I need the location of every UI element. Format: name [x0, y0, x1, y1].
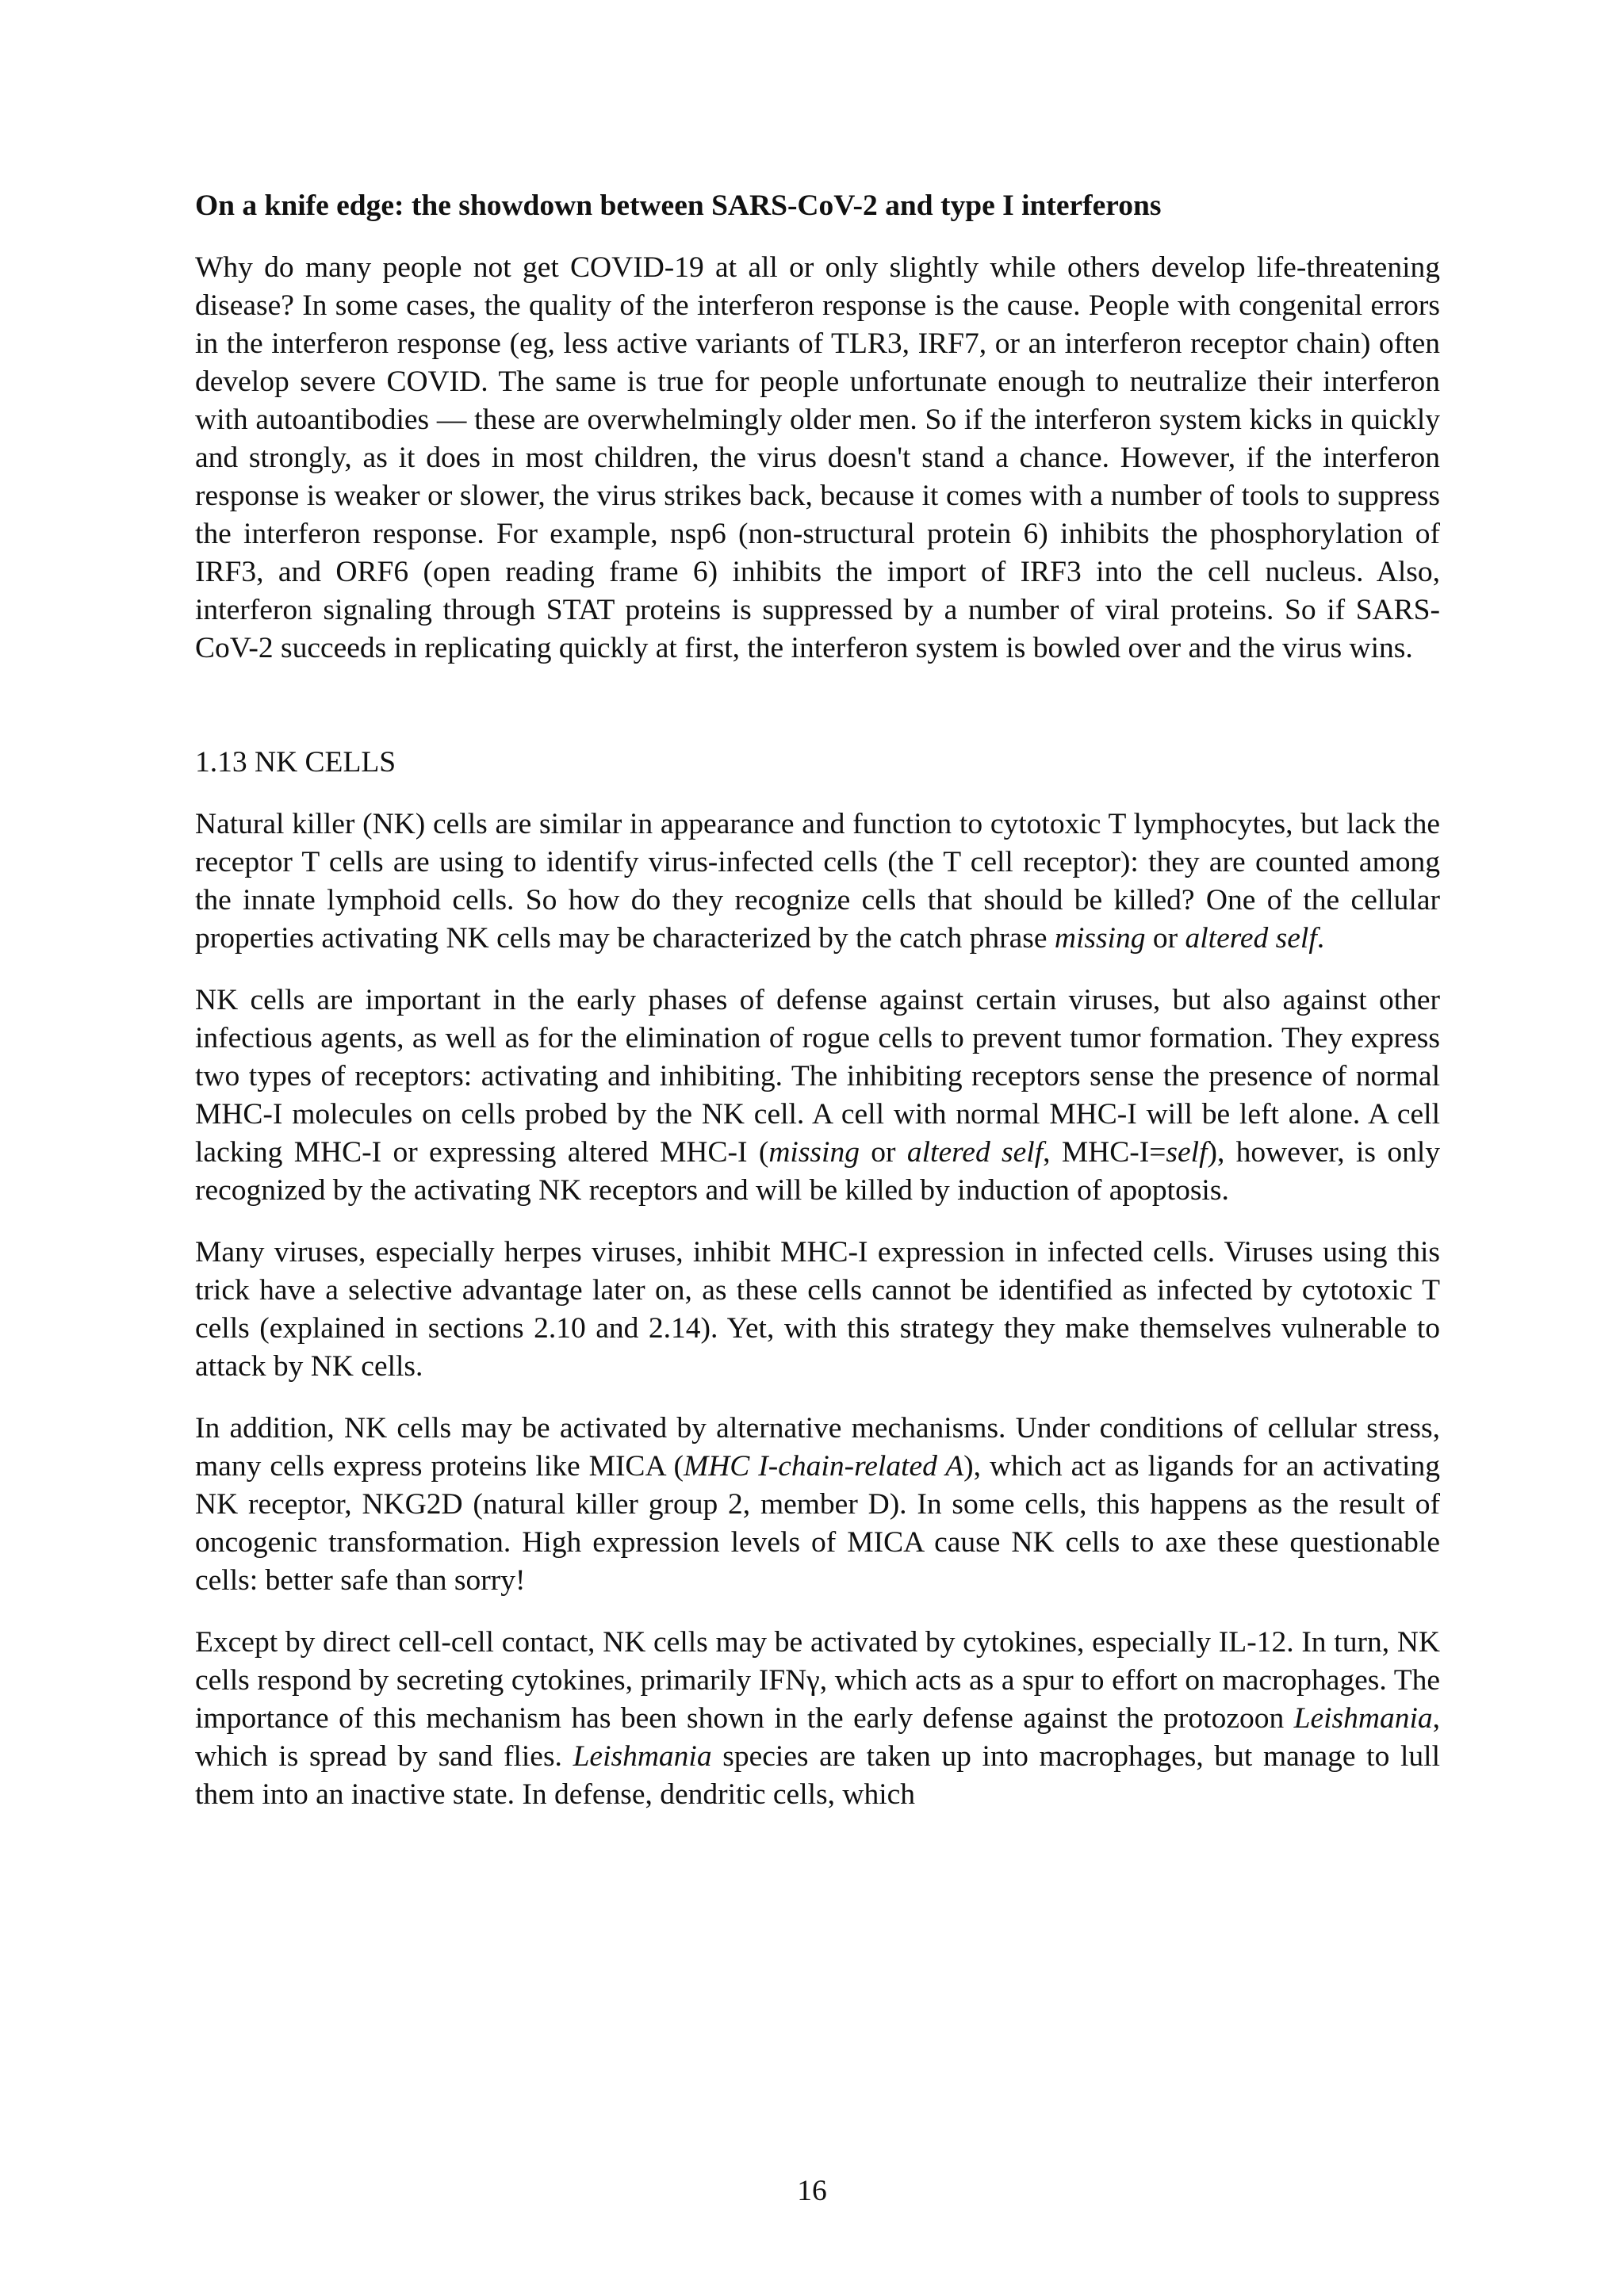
italic-run: altered self [906, 1136, 1044, 1169]
text-run: ), which act as ligands for an activating NK receptor, NKG2D (natural killer group 2, member D). In some cells, this happens as the result of oncogenic transformation. High expression levels of MICA cause NK cells to axe these questionable cells: better safe than sorry! [195, 1450, 1440, 1597]
text-run: , MHC-I= [1043, 1136, 1166, 1169]
italic-run: missing [1054, 922, 1146, 955]
text-run: NK cells are important in the early phases of defense against certain viruses, but also against other infectious agents, as well as for the elimination of rogue cells to prevent tumor formation. They express two types of receptors: activating and inhibiting. The inhibiting receptors sense the presence of normal MHC-I molecules on cells probed by the NK cell. A cell with normal MHC-I will be left alone. A cell lacking MHC-I or expressing altered MHC-I ( [195, 984, 1440, 1169]
text-run: , which is spread by sand flies. [195, 1702, 1440, 1773]
italic-run: Leishmania [1293, 1702, 1433, 1735]
page-content [195, 187, 1440, 1814]
page-number: 16 [797, 2175, 827, 2207]
italic-run: MHC I-chain-related A [683, 1450, 964, 1483]
paragraph-5 [195, 1624, 1440, 1814]
paragraph-3: Many viruses, especially herpes viruses, inhibit MHC-I expression in infected cells. Viruses using this trick have a selective advantage later on, as these cells cannot be identified as infected by cytotoxic T cells (explained in sections 2.10 and 2.14). Yet, with this strategy they make themselves vulnerable to attack by NK cells. [195, 1236, 1440, 1383]
italic-run: missing [768, 1136, 860, 1169]
text-run: or [1145, 922, 1185, 955]
spacer [195, 1600, 1440, 1624]
text-run: . [1316, 922, 1325, 955]
section-heading: 1.13 NK CELLS [195, 746, 396, 779]
spacer [195, 1386, 1440, 1410]
italic-run: Leishmania [573, 1740, 712, 1773]
italic-run: self [1166, 1136, 1208, 1169]
spacer [195, 1210, 1440, 1234]
italic-run: altered self [1185, 922, 1317, 955]
text-run: or [859, 1136, 907, 1169]
paragraph-1 [195, 806, 1440, 958]
spacer [195, 958, 1440, 982]
text-run: species are taken up into macrophages, but manage to lull them into an inactive state. In defense, dendritic cells, which [195, 1740, 1441, 1811]
text-run: Except by direct cell-cell contact, NK cells may be activated by cytokines, especially IL-12. In turn, NK cells respond by secreting cytokines, primarily IFNγ, which acts as a spur to effort on macrophages. The importance of this mechanism has been shown in the early defense against the protozoon [195, 1626, 1440, 1735]
text-run: Natural killer (NK) cells are similar in appearance and function to cytotoxic T lymphocytes, but lack the receptor T cells are using to identify virus-infected cells (the T cell receptor): they are counted among the innate lymphoid cells. So how do they recognize cells that should be killed? One of the cellular properties activating NK cells may be characterized by the catch phrase [195, 808, 1440, 955]
paragraph-2 [195, 982, 1440, 1210]
text-run: In addition, NK cells may be activated by alternative mechanisms. Under conditions of cellular stress, many cells express proteins like MICA ( [195, 1412, 1440, 1483]
spacer [195, 668, 1440, 744]
box-paragraph: Why do many people not get COVID-19 at all or only slightly while others develop life-threatening disease? In some cases, the quality of the interferon response is the cause. People with congenital errors in the interferon response (eg, less active variants of TLR3, IRF7, or an interferon receptor chain) often develop severe COVID. The same is true for people unfortunate enough to neutralize their interferon with autoantibodies — these are overwhelmingly older men. So if the interferon system kicks in quickly and strongly, as it does in most children, the virus doesn't stand a chance. However, if the interferon response is weaker or slower, the virus strikes back, because it comes with a number of tools to suppress the interferon response. For example, nsp6 (non-structural protein 6) inhibits the phosphorylation of IRF3, and ORF6 (open reading frame 6) inhibits the import of IRF3 into the cell nucleus. Also, interferon signaling through STAT proteins is suppressed by a number of viral proteins. So if SARS-CoV-2 succeeds in replicating quickly at first, the interferon system is bowled over and the virus wins. [195, 251, 1440, 664]
text-run: ), however, is only recognized by the activating NK receptors and will be killed by induction of apoptosis. [195, 1136, 1441, 1207]
paragraph-4 [195, 1410, 1440, 1600]
box-title: On a knife edge: the showdown between SARS-CoV-2 and type I interferons [195, 189, 1162, 222]
